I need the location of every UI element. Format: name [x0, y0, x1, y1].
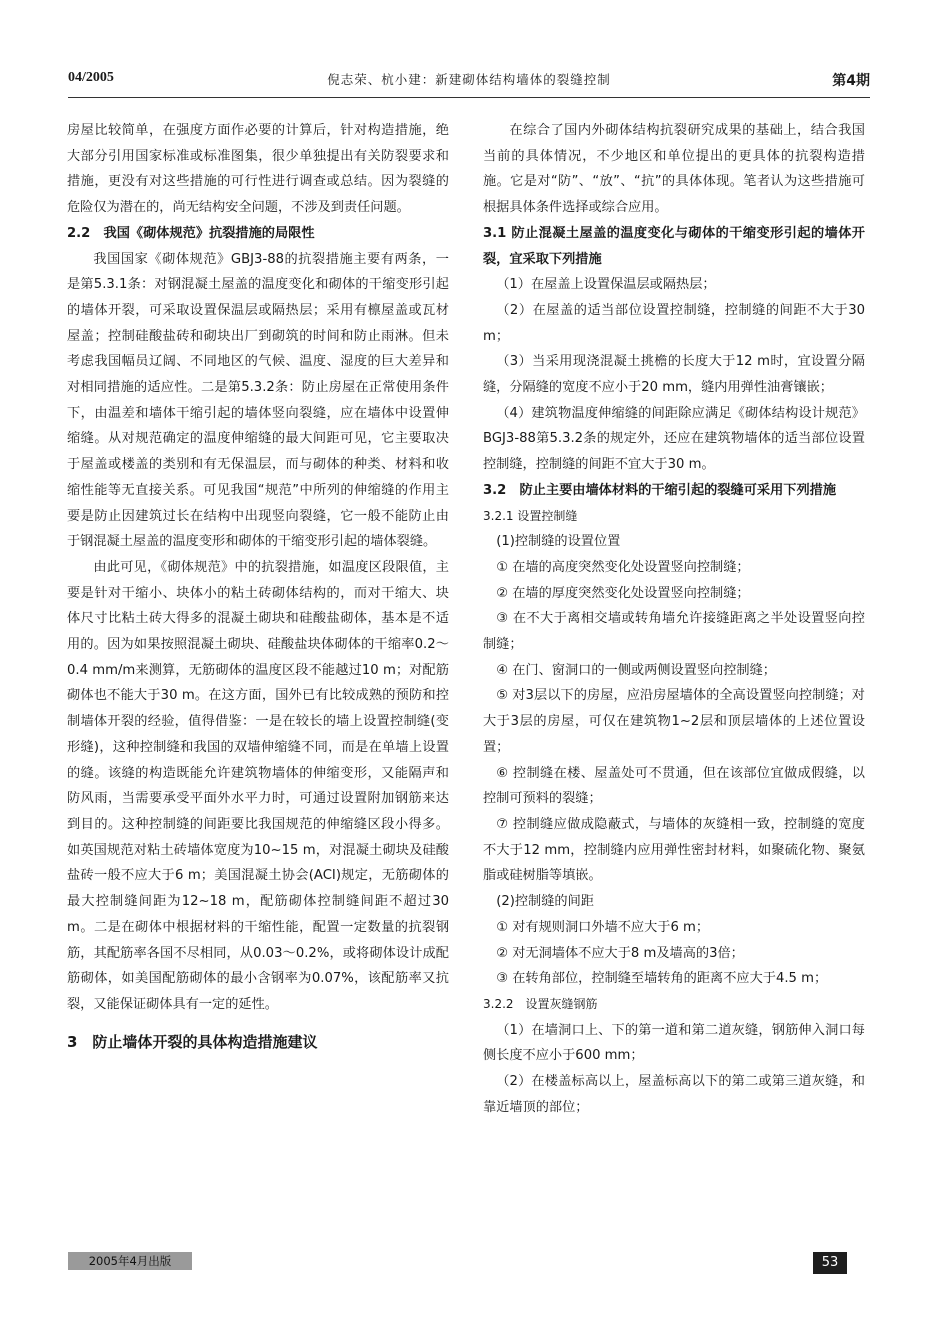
list-item: ⑥ 控制缝在楼、屋盖处可不贯通，但在该部位宜做成假缝，以控制可预料的裂缝； [483, 765, 865, 807]
list-item: (2)控制缝的间距 [496, 894, 594, 910]
list-item: （2）在屋盖的适当部位设置控制缝，控制缝的间距不大于30 m； [483, 302, 865, 344]
subsection-heading: 3.2.2 设置灰缝钢筋 [483, 996, 598, 1011]
list-item: （1）在屋盖上设置保温层或隔热层； [496, 277, 716, 293]
running-header [68, 70, 870, 92]
paragraph: 我国国家《砌体规范》GBJ3-88的抗裂措施主要有两条，一是第5.3.1条：对钢混凝土屋盖的温度变化和砌体的干缩变形引起的墙体开裂，可采取设置保温层或隔热层；采用有檩屋盖或瓦材屋盖；控制硅酸盐砖和砌块出厂到砌筑的时间和防止雨淋。但未考虑我国幅员辽阔、不同地区的气候、温度、湿度的巨大差异和对相同措施的适应性。二是第5.3.2条：防止房屋在正常使用条件下，由温差和墙体干缩引起的墙体竖向裂缝，应在墙体中设置伸缩缝。从对规范确定的温度伸缩缝的最大间距可见，它主要取决于屋盖或楼盖的类别和有无保温层，而与砌体的种类、材料和收缩性能等无直接关系。可见我国“规范”中所列的伸缩缝的作用主要是防止因建筑过长在结构中出现竖向裂缝，它一般不能防止由于钢混凝土屋盖的温度变形和砌体的干缩变形引起的墙体裂缝。 [67, 251, 449, 550]
section-title: 3 防止墙体开裂的具体构造措施建议 [67, 1032, 318, 1051]
paragraph: 在综合了国内外砌体结构抗裂研究成果的基础上，结合我国当前的具体情况，不少地区和单位提出的更具体的抗裂构造措施。它是对“防”、“放”、“抗”的具体体现。笔者认为这些措施可根据具体条件选择或综合应用。 [483, 123, 865, 216]
section-heading: 2.2 我国《砌体规范》抗裂措施的局限性 [67, 225, 315, 241]
section-heading: 3.1 防止混凝土屋盖的温度变化与砌体的干缩变形引起的墙体开裂，宜采取下列措施 [483, 225, 865, 267]
list-item: ⑤ 对3层以下的房屋，应沿房屋墙体的全高设置竖向控制缝；对大于3层的房屋，可仅在建筑物1~2层和顶层墙体的上述位置设置； [483, 688, 865, 755]
issue-number: 04/2005 [68, 70, 114, 85]
paragraph: 房屋比较简单，在强度方面作必要的计算后，针对构造措施，绝大部分引用国家标准或标准图集，很少单独提出有关防裂要求和措施，更没有对这些措施的可行性进行调查或总结。因为裂缝的危险仅为潜在的，尚无结构安全问题，不涉及到责任问题。 [67, 123, 449, 216]
list-item: ① 在墙的高度突然变化处设置竖向控制缝； [496, 559, 750, 575]
issue-label: 第4期 [832, 73, 870, 89]
list-item: ④ 在门、窗洞口的一侧或两侧设置竖向控制缝； [496, 662, 776, 678]
section-heading: 3.2 防止主要由墙体材料的干缩引起的裂缝可采用下列措施 [483, 482, 837, 498]
page-number: 53 [813, 1252, 847, 1274]
list-item: ② 在墙的厚度突然变化处设置竖向控制缝； [496, 585, 750, 601]
list-item: (1)控制缝的设置位置 [496, 534, 621, 550]
list-item: （1）在墙洞口上、下的第一道和第二道灰缝，钢筋伸入洞口每侧长度不应小于600 mm； [483, 1022, 865, 1064]
list-item: ③ 在不大于离相交墙或转角墙允许接缝距离之半处设置竖向控制缝； [483, 611, 865, 653]
header-rule [68, 97, 870, 98]
left-column [67, 118, 449, 1055]
right-column [483, 118, 865, 1120]
article-title-authors: 倪志荣、杭小建：新建砌体结构墙体的裂缝控制 [327, 72, 611, 87]
list-item: ⑦ 控制缝应做成隐蔽式，与墙体的灰缝相一致，控制缝的宽度不大于12 mm，控制缝内应用弹性密封材料，如聚硫化物、聚氨脂或硅树脂等填嵌。 [483, 816, 865, 884]
list-item: ① 对有规则洞口外墙不应大于6 m； [496, 919, 710, 935]
list-item: （3）当采用现浇混凝土挑檐的长度大于12 m时，宜设置分隔缝，分隔缝的宽度不应小于20 mm，缝内用弹性油膏镶嵌； [483, 354, 865, 396]
list-item: ② 对无洞墙体不应大于8 m及墙高的3倍； [496, 945, 744, 961]
subsection-heading: 3.2.1 设置控制缝 [483, 508, 578, 523]
paragraph: 由此可见，《砌体规范》中的抗裂措施，如温度区段限值，主要是针对干缩小、块体小的粘土砖砌体结构的，而对干缩大、块体尺寸比粘土砖大得多的混凝土砌块和硅酸盐砌体，基本是不适用的。因为如果按照混凝土砌块、硅酸盐块体砌体的干缩率0.2～0.4 mm/m来测算，无筋砌体的温度区段不能越过10 m；对配筋砌体也不能大于30 m。在这方面，国外已有比较成熟的预防和控制墙体开裂的经验，值得借鉴：一是在较长的墙上设置控制缝(变形缝)，这种控制缝和我国的双墙伸缩缝不同，而是在单墙上设置的缝。该缝的构造既能允许建筑物墙体的伸缩变形，又能隔声和防风雨，当需要承受平面外水平力时，可通过设置附加钢筋来达到目的。这种控制缝的间距要比我国规范的伸缩缝区段小得多。如英国规范对粘土砖墙体宽度为10~15 m，对混凝土砌块及硅酸盐砖一般不应大于6 m；美国混凝土协会(ACI)规定，无筋砌体的最大控制缝间距为12~18 m，配筋砌体控制缝间距不超过30 m。二是在砌体中根据材料的干缩性能，配置一定数量的抗裂钢筋，其配筋率各国不尽相同，从0.03～0.2%，或将砌体设计成配筋砌体，如美国配筋砌体的最小含钢率为0.07%，该配筋率又抗裂，又能保证砌体具有一定的延性。 [67, 559, 449, 1012]
list-item: （2）在楼盖标高以上，屋盖标高以下的第二或第三道灰缝，和靠近墙顶的部位； [483, 1074, 865, 1115]
list-item: （4）建筑物温度伸缩缝的间距除应满足《砌体结构设计规范》BGJ3-88第5.3.2条的规定外，还应在建筑物墙体的适当部位设置控制缝，控制缝的间距不宜大于30 m。 [483, 405, 865, 473]
list-item: ③ 在转角部位，控制缝至墙转角的距离不应大于4.5 m； [496, 971, 828, 987]
publication-date: 2005年4月出版 [68, 1252, 192, 1270]
